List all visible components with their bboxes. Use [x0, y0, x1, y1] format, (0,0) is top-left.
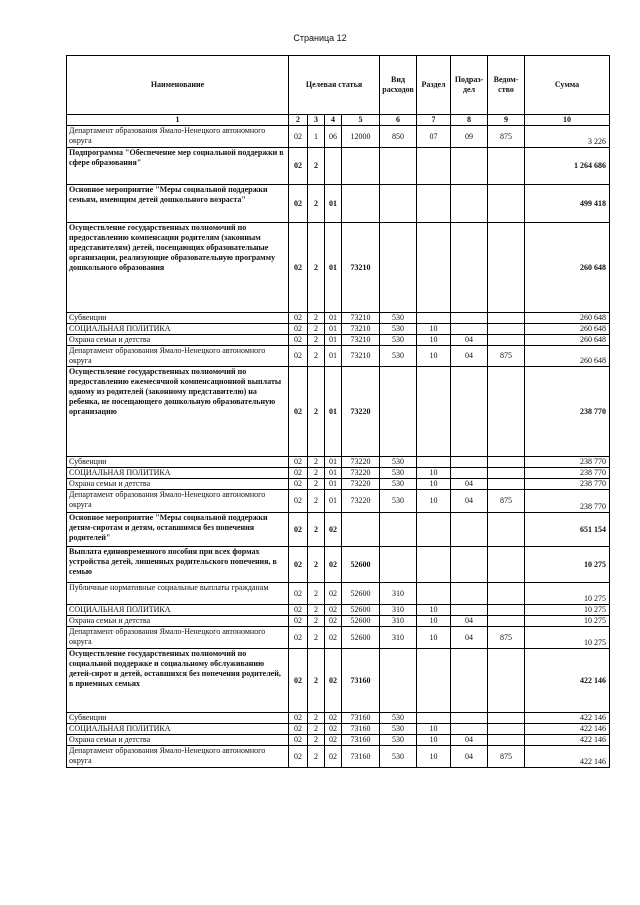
row-name-cell: Охрана семьи и детства: [67, 735, 289, 746]
row-code-cell: 73220: [342, 490, 380, 513]
row-code-cell: [488, 724, 525, 735]
row-code-cell: 10: [417, 479, 451, 490]
row-code-cell: [417, 185, 451, 223]
row-code-cell: 02: [289, 616, 308, 627]
row-sum-cell: 1 264 686: [525, 148, 610, 185]
row-code-cell: 2: [308, 324, 325, 335]
row-code-cell: 310: [380, 627, 417, 649]
row-code-cell: 01: [325, 457, 342, 468]
row-code-cell: 2: [308, 468, 325, 479]
page-number-label: Страница 12: [293, 33, 347, 43]
row-code-cell: 530: [380, 479, 417, 490]
row-code-cell: 2: [308, 583, 325, 605]
row-code-cell: [488, 547, 525, 583]
row-name-cell: Публичные нормативные социальные выплаты гражданам: [67, 583, 289, 605]
row-code-cell: 1: [308, 126, 325, 148]
row-code-cell: 73210: [342, 223, 380, 313]
row-code-cell: 2: [308, 313, 325, 324]
row-code-cell: 52600: [342, 627, 380, 649]
row-code-cell: 2: [308, 490, 325, 513]
table-row: [67, 335, 610, 346]
row-sum-cell: 260 648: [525, 324, 610, 335]
row-name-cell: Основное мероприятие "Меры социальной поддержки детям-сиротам и детям, оставшимся без попечения родителей": [67, 513, 289, 547]
row-sum-cell: 10 275: [525, 605, 610, 616]
row-name-cell: Осуществление государственных полномочий по предоставлению ежемесячной компенсационной выплаты одному из родителей (законному представителю) на ребенка, не посещающего дошкольную образовательную организацию: [67, 367, 289, 457]
row-sum-cell: 10 275: [525, 616, 610, 627]
col-index: 4: [325, 115, 342, 126]
row-code-cell: 04: [451, 735, 488, 746]
row-code-cell: 2: [308, 223, 325, 313]
row-name-cell: Субвенции: [67, 713, 289, 724]
table-row: [67, 713, 610, 724]
row-name-cell: Субвенции: [67, 457, 289, 468]
row-name-cell: СОЦИАЛЬНАЯ ПОЛИТИКА: [67, 468, 289, 479]
row-code-cell: 02: [325, 513, 342, 547]
row-code-cell: 06: [325, 126, 342, 148]
col-header-summa: Сумма: [525, 56, 610, 115]
row-sum-cell: 238 770: [525, 457, 610, 468]
row-sum-cell: 422 146: [525, 724, 610, 735]
row-sum-cell: 260 648: [525, 335, 610, 346]
row-code-cell: 2: [308, 713, 325, 724]
row-code-cell: 2: [308, 605, 325, 616]
row-code-cell: 01: [325, 468, 342, 479]
row-code-cell: [342, 513, 380, 547]
row-name-cell: Субвенции: [67, 313, 289, 324]
row-code-cell: 2: [308, 746, 325, 768]
table-row: [67, 583, 610, 605]
row-sum-cell: 3 226: [525, 126, 610, 148]
row-code-cell: [451, 367, 488, 457]
row-name-cell: Департамент образования Ямало-Ненецкого автономного округа: [67, 490, 289, 513]
row-sum-cell: 260 648: [525, 313, 610, 324]
row-code-cell: [451, 313, 488, 324]
row-code-cell: 04: [451, 490, 488, 513]
row-code-cell: [488, 313, 525, 324]
row-code-cell: [417, 713, 451, 724]
row-code-cell: [380, 148, 417, 185]
row-code-cell: 850: [380, 126, 417, 148]
col-index: 1: [67, 115, 289, 126]
table-row: [67, 468, 610, 479]
row-code-cell: 2: [308, 367, 325, 457]
row-code-cell: 01: [325, 335, 342, 346]
row-code-cell: [451, 513, 488, 547]
row-code-cell: 10: [417, 616, 451, 627]
row-code-cell: [488, 185, 525, 223]
row-code-cell: [417, 547, 451, 583]
row-code-cell: 73160: [342, 735, 380, 746]
row-code-cell: [488, 605, 525, 616]
row-code-cell: [380, 367, 417, 457]
row-code-cell: 02: [325, 724, 342, 735]
col-index: 6: [380, 115, 417, 126]
row-code-cell: [488, 324, 525, 335]
table-row: [67, 324, 610, 335]
row-code-cell: 73220: [342, 457, 380, 468]
row-code-cell: 02: [289, 746, 308, 768]
col-index: 8: [451, 115, 488, 126]
budget-table: [66, 55, 610, 768]
row-code-cell: 01: [325, 185, 342, 223]
row-code-cell: [342, 185, 380, 223]
row-name-cell: Осуществление государственных полномочий по социальной поддержке и социальному обслуживанию детей-сирот и детей, оставшихся без попечения родителей, в приемных семьях: [67, 649, 289, 713]
row-code-cell: 02: [325, 616, 342, 627]
row-code-cell: 02: [289, 324, 308, 335]
row-sum-cell: 422 146: [525, 746, 610, 768]
row-code-cell: [451, 324, 488, 335]
row-code-cell: [380, 185, 417, 223]
row-code-cell: [488, 468, 525, 479]
row-code-cell: 10: [417, 605, 451, 616]
row-code-cell: 04: [451, 746, 488, 768]
row-code-cell: 04: [451, 479, 488, 490]
row-code-cell: [488, 223, 525, 313]
row-sum-cell: 238 770: [525, 468, 610, 479]
table-row: [67, 605, 610, 616]
row-code-cell: 52600: [342, 547, 380, 583]
row-code-cell: [417, 313, 451, 324]
row-code-cell: 2: [308, 479, 325, 490]
table-row: [67, 616, 610, 627]
table-row: [67, 479, 610, 490]
row-code-cell: 02: [325, 649, 342, 713]
column-index-row: [67, 115, 610, 126]
table-row: [67, 547, 610, 583]
row-code-cell: 52600: [342, 605, 380, 616]
row-code-cell: 73220: [342, 367, 380, 457]
row-code-cell: 02: [325, 713, 342, 724]
row-code-cell: [488, 713, 525, 724]
row-code-cell: [325, 148, 342, 185]
row-code-cell: 02: [289, 479, 308, 490]
table-row: [67, 746, 610, 768]
row-code-cell: 73210: [342, 335, 380, 346]
row-code-cell: 73160: [342, 724, 380, 735]
row-code-cell: 02: [289, 713, 308, 724]
row-code-cell: 07: [417, 126, 451, 148]
row-code-cell: 01: [325, 479, 342, 490]
col-index: 2: [289, 115, 308, 126]
row-code-cell: 2: [308, 735, 325, 746]
row-sum-cell: 10 275: [525, 627, 610, 649]
row-name-cell: Охрана семьи и детства: [67, 479, 289, 490]
row-code-cell: 2: [308, 457, 325, 468]
table-row: [67, 185, 610, 223]
table-row: [67, 367, 610, 457]
row-code-cell: [488, 513, 525, 547]
row-code-cell: 73210: [342, 313, 380, 324]
row-code-cell: 52600: [342, 616, 380, 627]
row-code-cell: 2: [308, 346, 325, 367]
row-code-cell: [451, 223, 488, 313]
row-code-cell: 530: [380, 746, 417, 768]
col-header-name: Наименование: [67, 56, 289, 115]
row-code-cell: 02: [289, 724, 308, 735]
row-code-cell: 73210: [342, 346, 380, 367]
row-code-cell: 10: [417, 627, 451, 649]
row-sum-cell: 260 648: [525, 223, 610, 313]
row-sum-cell: 260 648: [525, 346, 610, 367]
row-code-cell: 73160: [342, 713, 380, 724]
row-code-cell: 2: [308, 627, 325, 649]
row-code-cell: 01: [325, 346, 342, 367]
row-code-cell: 530: [380, 457, 417, 468]
table-row: [67, 126, 610, 148]
table-row: [67, 457, 610, 468]
row-code-cell: 02: [289, 313, 308, 324]
row-code-cell: [342, 148, 380, 185]
row-name-cell: Подпрограмма "Обеспечение мер социальной поддержки в сфере образования": [67, 148, 289, 185]
row-name-cell: СОЦИАЛЬНАЯ ПОЛИТИКА: [67, 605, 289, 616]
row-code-cell: 530: [380, 313, 417, 324]
row-code-cell: 875: [488, 746, 525, 768]
row-code-cell: 01: [325, 223, 342, 313]
row-code-cell: 02: [325, 735, 342, 746]
row-code-cell: 02: [325, 547, 342, 583]
header-row: [67, 56, 610, 115]
row-code-cell: 310: [380, 605, 417, 616]
row-code-cell: 530: [380, 724, 417, 735]
row-code-cell: [488, 457, 525, 468]
row-code-cell: 04: [451, 335, 488, 346]
row-code-cell: 10: [417, 324, 451, 335]
col-index: 9: [488, 115, 525, 126]
row-code-cell: [417, 583, 451, 605]
row-code-cell: [488, 583, 525, 605]
row-sum-cell: 651 154: [525, 513, 610, 547]
row-code-cell: [451, 547, 488, 583]
row-code-cell: 02: [289, 605, 308, 616]
row-code-cell: 02: [289, 148, 308, 185]
row-code-cell: 73160: [342, 649, 380, 713]
row-code-cell: 10: [417, 335, 451, 346]
row-code-cell: 530: [380, 335, 417, 346]
row-code-cell: [488, 367, 525, 457]
row-code-cell: 10: [417, 468, 451, 479]
row-code-cell: 01: [325, 367, 342, 457]
row-code-cell: 01: [325, 324, 342, 335]
row-code-cell: 73160: [342, 746, 380, 768]
row-code-cell: 02: [289, 223, 308, 313]
row-code-cell: 04: [451, 346, 488, 367]
row-code-cell: 02: [325, 583, 342, 605]
row-code-cell: 310: [380, 583, 417, 605]
row-code-cell: 73220: [342, 468, 380, 479]
col-index: 10: [525, 115, 610, 126]
row-name-cell: Осуществление государственных полномочий по предоставлению компенсации родителям (законным представителям) детей, посещающих образовательные организации, реализующие образовательную программу дошкольного образования: [67, 223, 289, 313]
row-name-cell: Департамент образования Ямало-Ненецкого автономного округа: [67, 746, 289, 768]
row-sum-cell: 10 275: [525, 547, 610, 583]
row-code-cell: 02: [289, 367, 308, 457]
table-row: [67, 346, 610, 367]
row-code-cell: [451, 457, 488, 468]
row-sum-cell: 499 418: [525, 185, 610, 223]
row-code-cell: 02: [325, 746, 342, 768]
row-name-cell: Охрана семьи и детства: [67, 335, 289, 346]
row-code-cell: 02: [289, 468, 308, 479]
table-row: [67, 735, 610, 746]
row-name-cell: СОЦИАЛЬНАЯ ПОЛИТИКА: [67, 324, 289, 335]
row-code-cell: [488, 479, 525, 490]
table-row: [67, 148, 610, 185]
col-index: 7: [417, 115, 451, 126]
row-code-cell: 2: [308, 724, 325, 735]
row-code-cell: 2: [308, 513, 325, 547]
row-code-cell: [417, 513, 451, 547]
row-name-cell: Департамент образования Ямало-Ненецкого автономного округа: [67, 346, 289, 367]
table-row: [67, 313, 610, 324]
row-code-cell: [417, 649, 451, 713]
table-row: [67, 724, 610, 735]
row-name-cell: Департамент образования Ямало-Ненецкого автономного округа: [67, 126, 289, 148]
row-sum-cell: 238 770: [525, 490, 610, 513]
row-code-cell: 10: [417, 746, 451, 768]
row-code-cell: 04: [451, 616, 488, 627]
row-code-cell: 02: [289, 627, 308, 649]
row-code-cell: [488, 616, 525, 627]
row-code-cell: 02: [289, 735, 308, 746]
table-row: [67, 649, 610, 713]
row-code-cell: [417, 148, 451, 185]
row-code-cell: 530: [380, 324, 417, 335]
row-code-cell: 10: [417, 490, 451, 513]
row-code-cell: [451, 185, 488, 223]
row-sum-cell: 422 146: [525, 713, 610, 724]
row-code-cell: 2: [308, 335, 325, 346]
row-sum-cell: 238 770: [525, 479, 610, 490]
row-code-cell: [417, 223, 451, 313]
row-code-cell: 10: [417, 724, 451, 735]
row-code-cell: 02: [289, 457, 308, 468]
row-code-cell: 875: [488, 490, 525, 513]
row-code-cell: 2: [308, 148, 325, 185]
row-code-cell: [417, 367, 451, 457]
row-code-cell: 73210: [342, 324, 380, 335]
row-code-cell: [451, 649, 488, 713]
row-code-cell: 02: [289, 126, 308, 148]
row-code-cell: 01: [325, 313, 342, 324]
row-code-cell: 02: [289, 335, 308, 346]
row-name-cell: СОЦИАЛЬНАЯ ПОЛИТИКА: [67, 724, 289, 735]
row-code-cell: 2: [308, 185, 325, 223]
row-code-cell: 02: [289, 346, 308, 367]
row-code-cell: [417, 457, 451, 468]
row-code-cell: 2: [308, 649, 325, 713]
row-code-cell: [380, 513, 417, 547]
row-code-cell: 02: [289, 583, 308, 605]
row-name-cell: Департамент образования Ямало-Ненецкого автономного округа: [67, 627, 289, 649]
table-row: [67, 513, 610, 547]
row-code-cell: [380, 223, 417, 313]
row-code-cell: 2: [308, 547, 325, 583]
row-code-cell: 73220: [342, 479, 380, 490]
row-code-cell: [488, 735, 525, 746]
row-code-cell: 310: [380, 616, 417, 627]
table-row: [67, 223, 610, 313]
row-code-cell: 04: [451, 627, 488, 649]
row-code-cell: 02: [289, 490, 308, 513]
col-index: 5: [342, 115, 380, 126]
row-sum-cell: 422 146: [525, 735, 610, 746]
row-name-cell: Основное мероприятие "Меры социальной поддержки семьям, имеющим детей дошкольного возраста": [67, 185, 289, 223]
row-sum-cell: 10 275: [525, 583, 610, 605]
row-code-cell: [488, 649, 525, 713]
row-code-cell: 02: [289, 513, 308, 547]
row-code-cell: 2: [308, 616, 325, 627]
col-index: 3: [308, 115, 325, 126]
row-code-cell: 02: [289, 547, 308, 583]
col-header-razdel: Раздел: [417, 56, 451, 115]
row-code-cell: [488, 335, 525, 346]
row-code-cell: [451, 605, 488, 616]
row-code-cell: 875: [488, 126, 525, 148]
row-sum-cell: 238 770: [525, 367, 610, 457]
row-code-cell: 530: [380, 713, 417, 724]
row-code-cell: 02: [325, 627, 342, 649]
col-header-target: Целевая статья: [289, 56, 380, 115]
row-code-cell: [380, 547, 417, 583]
row-code-cell: 10: [417, 346, 451, 367]
row-code-cell: 02: [289, 649, 308, 713]
row-code-cell: 530: [380, 468, 417, 479]
row-code-cell: [380, 649, 417, 713]
row-code-cell: [451, 724, 488, 735]
row-sum-cell: 422 146: [525, 649, 610, 713]
row-name-cell: Охрана семьи и детства: [67, 616, 289, 627]
row-code-cell: 09: [451, 126, 488, 148]
row-code-cell: [451, 148, 488, 185]
row-code-cell: [451, 468, 488, 479]
row-code-cell: 12000: [342, 126, 380, 148]
row-code-cell: 875: [488, 346, 525, 367]
row-code-cell: [451, 713, 488, 724]
row-code-cell: [488, 148, 525, 185]
row-code-cell: 01: [325, 490, 342, 513]
row-code-cell: 02: [325, 605, 342, 616]
row-code-cell: 10: [417, 735, 451, 746]
col-header-vedomstvo: Ведом-ство: [488, 56, 525, 115]
row-code-cell: 875: [488, 627, 525, 649]
row-code-cell: 530: [380, 490, 417, 513]
row-code-cell: 52600: [342, 583, 380, 605]
table-row: [67, 490, 610, 513]
row-code-cell: 530: [380, 735, 417, 746]
row-code-cell: [451, 583, 488, 605]
col-header-vid: Вид расходов: [380, 56, 417, 115]
row-code-cell: 02: [289, 185, 308, 223]
col-header-podrazdel: Подраз-дел: [451, 56, 488, 115]
row-code-cell: 530: [380, 346, 417, 367]
table-row: [67, 627, 610, 649]
row-name-cell: Выплата единовременного пособия при всех формах устройства детей, лишенных родительского попечения, в семью: [67, 547, 289, 583]
